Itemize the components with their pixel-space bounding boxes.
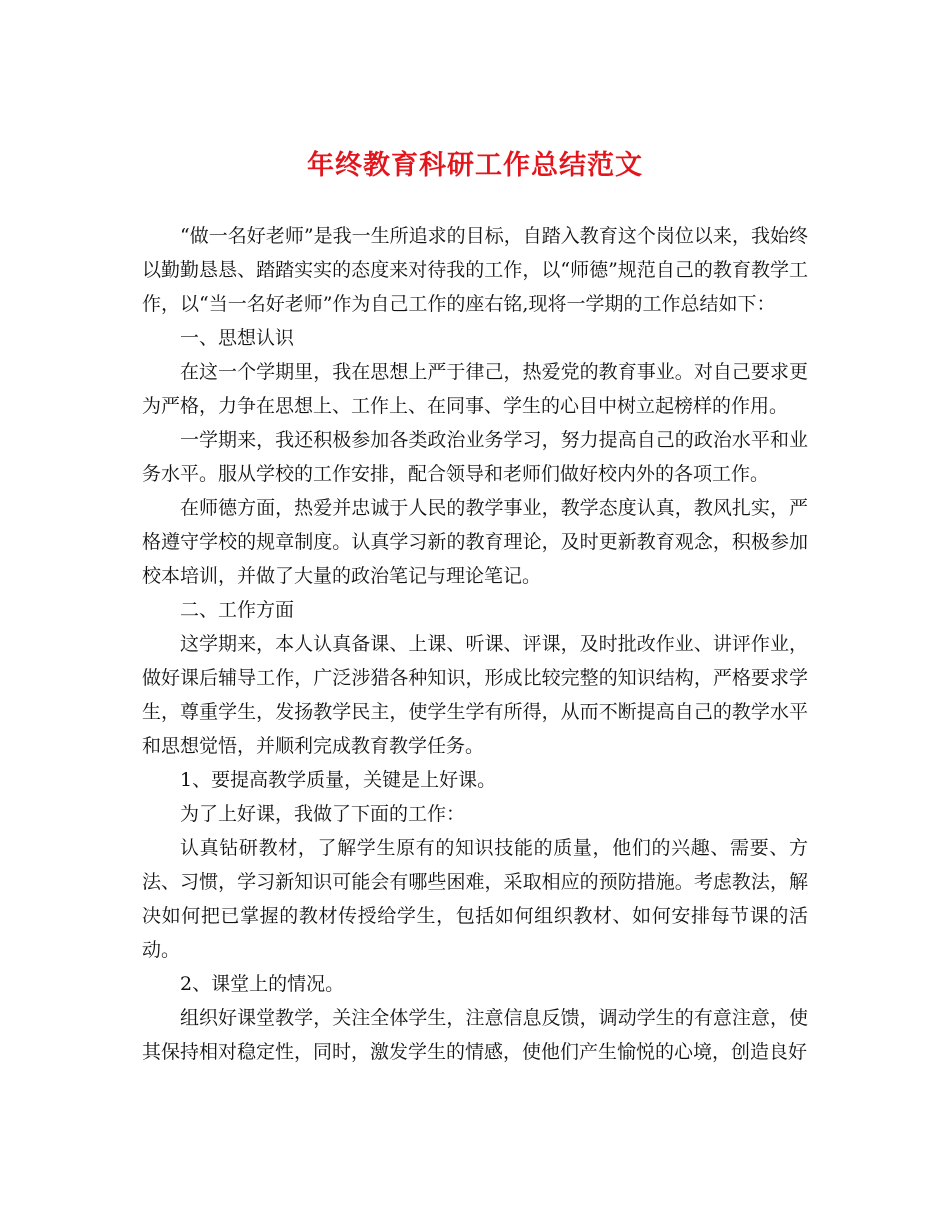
paragraph-classroom: 组织好课堂教学，关注全体学生，注意信息反馈，调动学生的有意注意，使其保持相对稳定性，同时，激发学生的情感，使他们产生愉悦的心境，创造良好	[142, 1007, 808, 1063]
subheading-teaching-quality: 1、要提高教学质量，关键是上好课。	[180, 769, 497, 791]
section-heading-thought: 一、思想认识	[180, 327, 295, 349]
paragraph-intro: “做一名好老师”是我一生所追求的目标，自踏入教育这个岗位以来，我始终以勤勤恳恳、踏踏实实的态度来对待我的工作，以“师德”规范自己的教育教学工作，以“当一名好老师”作为自己工作的座右铭,现将一学期的工作总结如下：	[142, 225, 808, 315]
document-title: 年终教育科研工作总结范文	[307, 150, 643, 181]
subheading-classroom: 2、课堂上的情况。	[180, 973, 345, 995]
section-heading-work: 二、工作方面	[180, 599, 295, 621]
paragraph-work: 这学期来，本人认真备课、上课、听课、评课，及时批改作业、讲评作业，做好课后辅导工作，广泛涉猎各种知识，形成比较完整的知识结构，严格要求学生，尊重学生，发扬教学民主，使学生学有所得，从而不断提高自己的教学水平和思想觉悟，并顺利完成教育教学任务。	[142, 633, 808, 757]
document-body	[142, 219, 808, 1069]
paragraph-study-materials: 认真钻研教材，了解学生原有的知识技能的质量，他们的兴趣、需要、方法、习惯，学习新知识可能会有哪些困难，采取相应的预防措施。考虑教法，解决如何把已掌握的教材传授给学生，包括如何组织教材、如何安排每节课的活动。	[142, 837, 808, 961]
paragraph-ethics: 在师德方面，热爱并忠诚于人民的教学事业，教学态度认真，教风扎实，严格遵守学校的规章制度。认真学习新的教育理论，及时更新教育观念，积极参加校本培训，并做了大量的政治笔记与理论笔记。	[142, 497, 808, 587]
paragraph-preparation-intro: 为了上好课，我做了下面的工作：	[180, 803, 466, 825]
paragraph-thought-1: 在这一个学期里，我在思想上严于律己，热爱党的教育事业。对自己要求更为严格，力争在思想上、工作上、在同事、学生的心目中树立起榜样的作用。	[142, 361, 808, 417]
paragraph-thought-2: 一学期来，我还积极参加各类政治业务学习，努力提高自己的政治水平和业务水平。服从学校的工作安排，配合领导和老师们做好校内外的各项工作。	[142, 429, 808, 485]
